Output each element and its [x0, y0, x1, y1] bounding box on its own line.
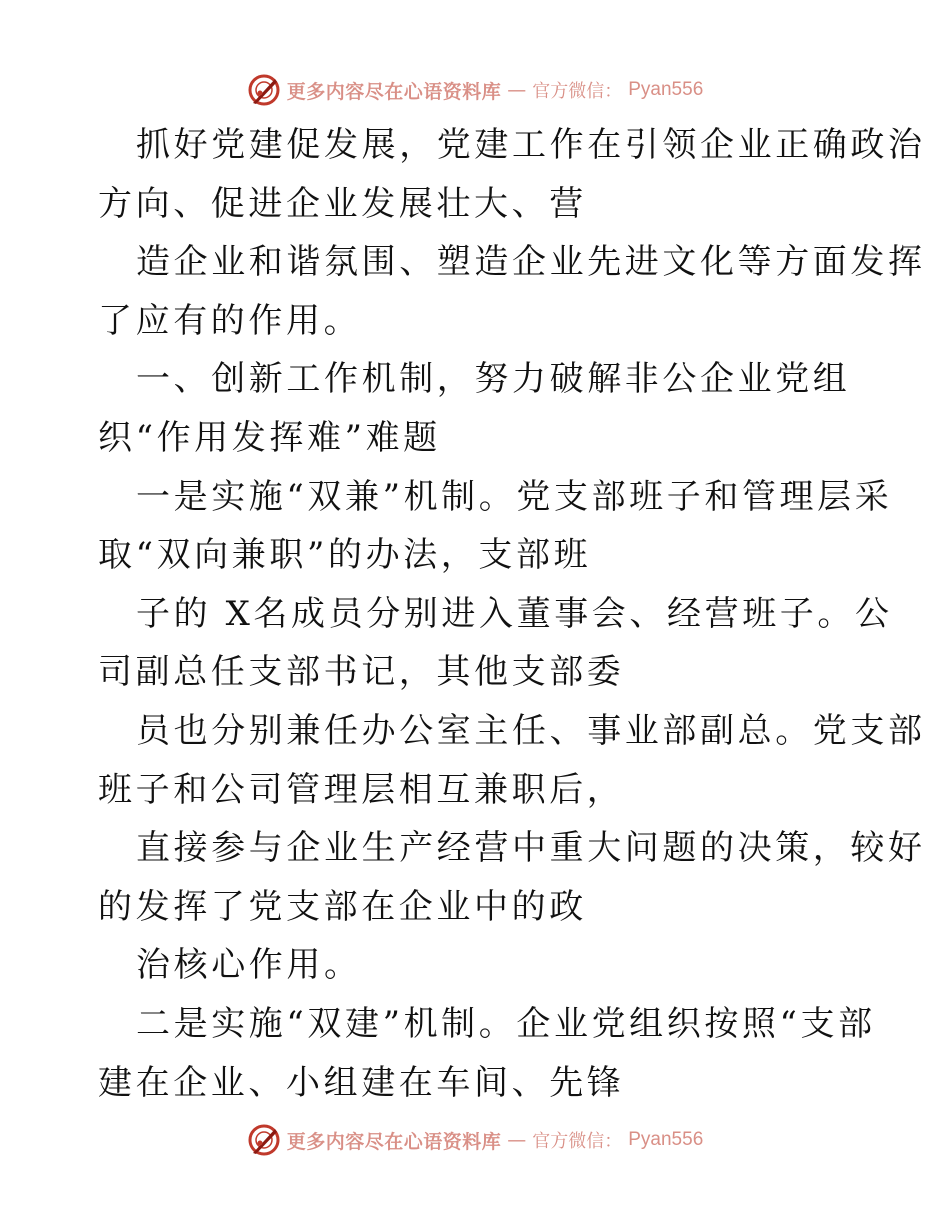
footer-watermark	[0, 1120, 950, 1160]
text-line: 抓好党建促发展，党建工作在引领企业正确政治	[136, 125, 926, 165]
watermark-text: 更多内容尽在心语资料库	[286, 1130, 502, 1153]
watermark-wechat-label: 官方微信：	[532, 81, 623, 102]
text-line: 造企业和谐氛围、塑造企业先进文化等方面发挥	[136, 242, 926, 283]
section-heading-line: 一、创新工作机制，努力破解非公企业党组	[136, 359, 851, 400]
watermark-wechat-id: Pyan556	[628, 79, 704, 100]
text-line: 子的 X名成员分别进入董事会、经营班子。公	[136, 593, 893, 634]
document-body	[98, 116, 926, 1112]
watermark-text: 更多内容尽在心语资料库	[286, 80, 502, 103]
section-heading-line: 织“作用发挥难”难题	[98, 417, 441, 458]
quill-seal-logo-icon	[247, 1123, 281, 1157]
text-line: 一是实施“双兼”机制。党支部班子和管理层采	[136, 476, 893, 517]
text-line: 取“双向兼职”的办法，支部班	[98, 535, 592, 576]
watermark-wechat-id: Pyan556	[628, 1129, 704, 1150]
text-line: 直接参与企业生产经营中重大问题的决策，较好	[136, 828, 926, 869]
text-line: 员也分别兼任办公室主任、事业部副总。党支部	[136, 710, 926, 751]
text-line: 的发挥了党支部在企业中的政	[98, 886, 587, 927]
text-line: 治核心作用。	[136, 945, 362, 986]
watermark-wechat-label: 官方微信：	[532, 1131, 623, 1152]
text-line: 方向、促进企业发展壮大、营	[98, 183, 587, 224]
watermark-dash: —	[507, 79, 527, 101]
header-watermark	[0, 70, 950, 110]
watermark-dash: —	[507, 1129, 527, 1151]
text-line: 二是实施“双建”机制。企业党组织按照“支部	[136, 1003, 876, 1044]
text-line: 了应有的作用。	[98, 300, 362, 341]
text-line: 建在企业、小组建在车间、先锋	[98, 1062, 625, 1103]
quill-seal-logo-icon	[247, 73, 281, 107]
text-line: 司副总任支部书记，其他支部委	[98, 652, 625, 693]
text-line: 班子和公司管理层相互兼职后，	[98, 769, 625, 810]
